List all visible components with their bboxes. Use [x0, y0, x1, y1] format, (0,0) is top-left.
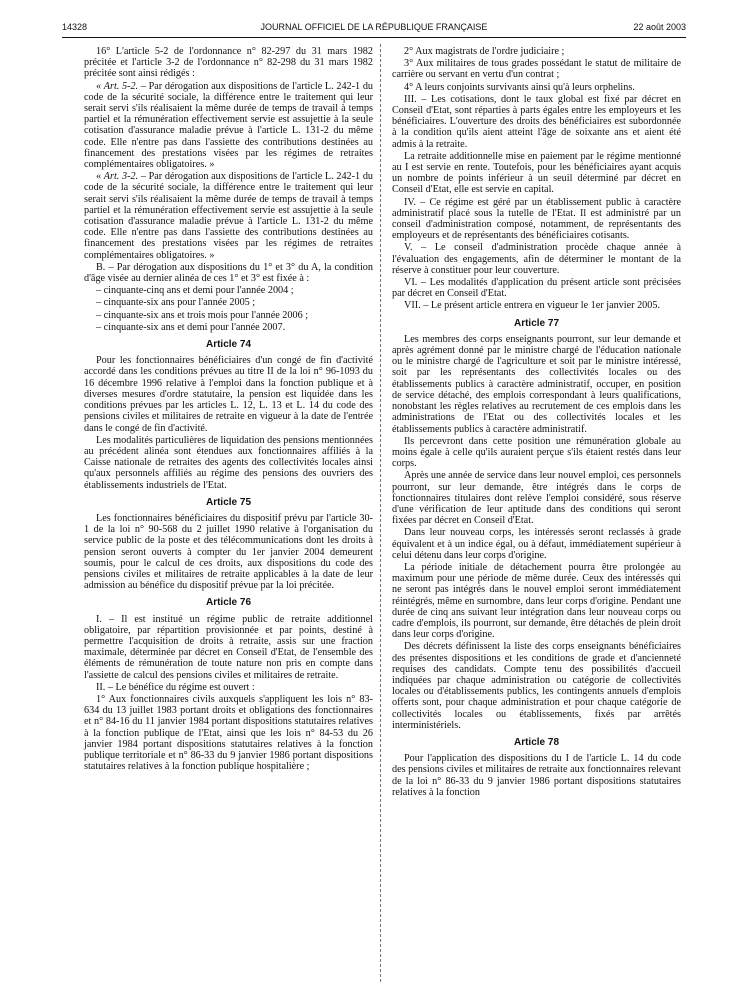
paragraph: 16° L'article 5-2 de l'ordonnance n° 82-297 du 31 mars 1982 précitée et l'article 3-2 de l'ordonnance n° 82-298 du 31 mars 1982 précitée sont ainsi rédigés :: [84, 46, 373, 80]
header-rule: [62, 37, 686, 38]
paragraph: Des décrets définissent la liste des corps enseignants bénéficiaires des présentes dispositions et les conditions de grade et d'ancienneté requises des candidats. Compte tenu des possibilités d'accueil indiquées par chaque administration ou catégorie de collectivités locales ou d'établissements publics, les contingents annuels d'emplois offerts sont, pour chaque administration et pour chaque catégorie de collectivités locales ou établissements, fixés par arrêtés interministériels.: [392, 641, 681, 731]
paragraph: La retraite additionnelle mise en paiement par le régime mentionné au I est servie en rente. Toutefois, pour les bénéficiaires ayant acquis un nombre de points inférieur à un seuil déterminé par décret en Conseil d'Etat, elle est servie en capital.: [392, 150, 681, 196]
paragraph: 1° Aux fonctionnaires civils auxquels s'appliquent les lois n° 83-634 du 13 juillet 1983 portant droits et obligations des fonctionnaires et n° 84-16 du 11 janvier 1984 portant dispositions statutaires relatives à la fonction publique de l'Etat, ainsi que les lois n° 84-53 du 26 janvier 1984 portant dispositions statutaires relatives à la fonction publique territoriale et n° 86-33 du 9 janvier 1986 portant dispositions statutaires relatives à la fonction publique hospitalière ;: [84, 693, 373, 773]
paragraph: 4° A leurs conjoints survivants ainsi qu'à leurs orphelins.: [404, 81, 635, 93]
paragraph: III. – Les cotisations, dont le taux global est fixé par décret en Conseil d'Etat, sont réparties à parts égales entre les employeurs et les bénéficiaires. L'ouverture des droits des bénéficiaires est subordonnée à la condition qu'ils aient atteint l'âge de soixante ans et aient été admis à la retraite.: [392, 93, 681, 150]
paragraph-art-3-2: « Art. 3-2. – Par dérogation aux dispositions de l'article L. 242-1 du code de la sécurité sociale, la différence entre le traitement qui leur serait servi s'ils réalisaient la même durée de temps de travail à temps partiel et la rémunération effectivement servie est assujettie à la seule cotisation d'assurance maladie prévue à l'article L. 131-2 du même code. Elle n'entre pas dans l'assiette des contributions destinées au financement des prestations visées par les régimes de retraites complémentaires obligatoires. »: [84, 171, 374, 261]
journal-title: JOURNAL OFFICIEL DE LA RÉPUBLIQUE FRANÇAISE: [260, 22, 488, 32]
list-item: – cinquante-six ans et demi pour l'année 2007.: [96, 321, 286, 333]
article-heading: Article 77: [513, 317, 560, 329]
right-column: [392, 46, 681, 799]
paragraph: IV. – Ce régime est géré par un établissement public à caractère administratif placé sous la tutelle de l'Etat. Il est administré par un conseil d'administration composé, notamment, de représentants des employeurs et de représentants des bénéficiaires cotisants.: [392, 196, 681, 242]
paragraph: I. – Il est institué un régime public de retraite additionnel obligatoire, par répartition provisionnée et par points, destiné à permettre l'acquisition de droits à retraite, assis sur une fraction maximale, déterminée par décret en Conseil d'Etat, de l'ensemble des éléments de rémunération de toute nature non pris en compte dans l'assiette de calcul des pensions civiles et militaires de retraite.: [84, 613, 373, 681]
paragraph: 2° Aux magistrats de l'ordre judiciaire ;: [404, 46, 565, 57]
paragraph: Pour l'application des dispositions du I de l'article L. 14 du code des pensions civiles et militaires de retraite aux fonctionnaires relevant de la loi n° 86-33 du 9 janvier 1986 portant dispositions statutaires relatives à la fonction: [392, 753, 681, 798]
paragraph: Dans leur nouveau corps, les intéressés seront reclassés à grade équivalent et à un indice égal, ou à défaut, immédiatement supérieur à celui détenu dans leur corps d'origine.: [392, 527, 681, 561]
paragraph: VII. – Le présent article entrera en vigueur le 1er janvier 2005.: [404, 300, 660, 312]
paragraph: Après une année de service dans leur nouvel emploi, ces personnels pourront, sur leur demande, être intégrés dans le corps de fonctionnaires titulaires dont relève l'emploi considéré, sous réserve d'une vérification de leur aptitude dans des conditions qui seront fixées par décret en Conseil d'Etat.: [392, 470, 681, 527]
list-item: – cinquante-six ans et trois mois pour l'année 2006 ;: [96, 309, 309, 321]
article-heading: Article 78: [513, 736, 560, 748]
page-header: [62, 22, 686, 36]
article-ref: Art. 5-2.: [103, 80, 139, 92]
paragraph-art-5-2: « Art. 5-2. – Par dérogation aux dispositions de l'article L. 242-1 du code de la sécurité sociale, la différence entre le traitement qui leur serait servi s'ils réalisaient la même durée de temps de travail à temps partiel et la rémunération effectivement servie est assujettie à la seule cotisation d'assurance maladie prévue à l'article L. 131-2 du même code. Elle n'entre pas dans l'assiette des contributions destinées au financement des prestations visées par les régimes de retraites complémentaires obligatoires. »: [84, 80, 374, 171]
page-number: 14328: [62, 22, 88, 32]
paragraph: B. – Par dérogation aux dispositions du 1° et 3° du A, la condition d'âge visée au dernier alinéa de ces 1° et 3° est fixée à :: [84, 261, 373, 285]
paragraph: Pour les fonctionnaires bénéficiaires d'un congé de fin d'activité accordé dans les conditions prévues au titre II de la loi n° 96-1093 du 16 décembre 1996 relative à l'emploi dans la fonction publique et à diverses mesures d'ordre statutaire, la pension est liquidée dans les conditions prévues par les articles L. 12, L. 13 et L. 14 du code des pensions civiles et militaires de retraite en vigueur à la date de l'entrée dans le congé de fin d'activité.: [84, 355, 373, 434]
paragraph: Les modalités particulières de liquidation des pensions mentionnées au précédent alinéa sont étendues aux fonctionnaires affiliés à la Caisse nationale de retraites des agents des collectivités locales ainsi qu'aux personnels affiliés au régime des pensions des ouvriers des établissements industriels de l'Etat.: [84, 434, 373, 491]
article-heading: Article 76: [205, 597, 252, 609]
article-heading: Article 75: [205, 496, 252, 508]
paragraph: Les membres des corps enseignants pourront, sur leur demande et après agrément donné par le ministre chargé de l'éducation nationale ou le ministre chargé de l'agriculture et soit par le ministre intéressé, soit par les représentants des collectivités locales ou des établissements publics à caractère administratif, occuper, en position de service détaché, des emplois correspondant à leurs qualifications, nonobstant les règles relatives au recrutement de ces emplois dans les administrations de l'Etat ou des collectivités locales et les établissements publics à caractère administratif.: [392, 333, 681, 435]
paragraph: VI. – Les modalités d'application du présent article sont précisées par décret en Conseil d'Etat.: [392, 277, 681, 300]
paragraph: La période initiale de détachement pourra être prolongée au maximum pour une période de même durée. Ceux des intéressés qui ne seront pas intégrés dans le nouvel emploi seront immédiatement réintégrés, même en surnombre, dans leur corps d'origine. Pendant une durée de cinq ans suivant leur intégration dans leur nouveau corps ou cadre d'emplois, ils pourront, sur demande, être détachés de plein droit dans leur corps d'origine.: [392, 561, 681, 641]
paragraph: V. – Le conseil d'administration procède chaque année à l'évaluation des engagements, afin de déterminer le montant de la réserve à constituer pour leur couverture.: [392, 242, 681, 276]
column-divider: [380, 44, 381, 982]
paragraph: 3° Aux militaires de tous grades possédant le statut de militaire de carrière ou servant en vertu d'un contrat ;: [392, 58, 681, 81]
article-heading: Article 74: [205, 339, 252, 351]
list-item: – cinquante-cinq ans et demi pour l'année 2004 ;: [96, 285, 294, 297]
article-ref: Art. 3-2.: [103, 171, 139, 183]
list-item: – cinquante-six ans pour l'année 2005 ;: [96, 297, 256, 309]
paragraph: II. – Le bénéfice du régime est ouvert :: [96, 681, 255, 693]
left-column: [84, 46, 373, 773]
paragraph: Ils percevront dans cette position une rémunération globale au moins égale à celle qu'ils auraient perçue s'ils étaient restés dans leur corps.: [392, 435, 681, 470]
publication-date: 22 août 2003: [633, 22, 686, 32]
paragraph: Les fonctionnaires bénéficiaires du dispositif prévu par l'article 30-1 de la loi n° 90-568 du 2 juillet 1990 relative à l'organisation du service public de la poste et des télécommunications dont les droits à pension seront ouverts à compter du 1er janvier 2004 demeurent soumis, pour le calcul de ces droits, aux dispositions du code des pensions civiles et militaires de retraite applicables à la date de leur admission au bénéfice du dispositif prévue par la loi précitée.: [84, 512, 373, 592]
